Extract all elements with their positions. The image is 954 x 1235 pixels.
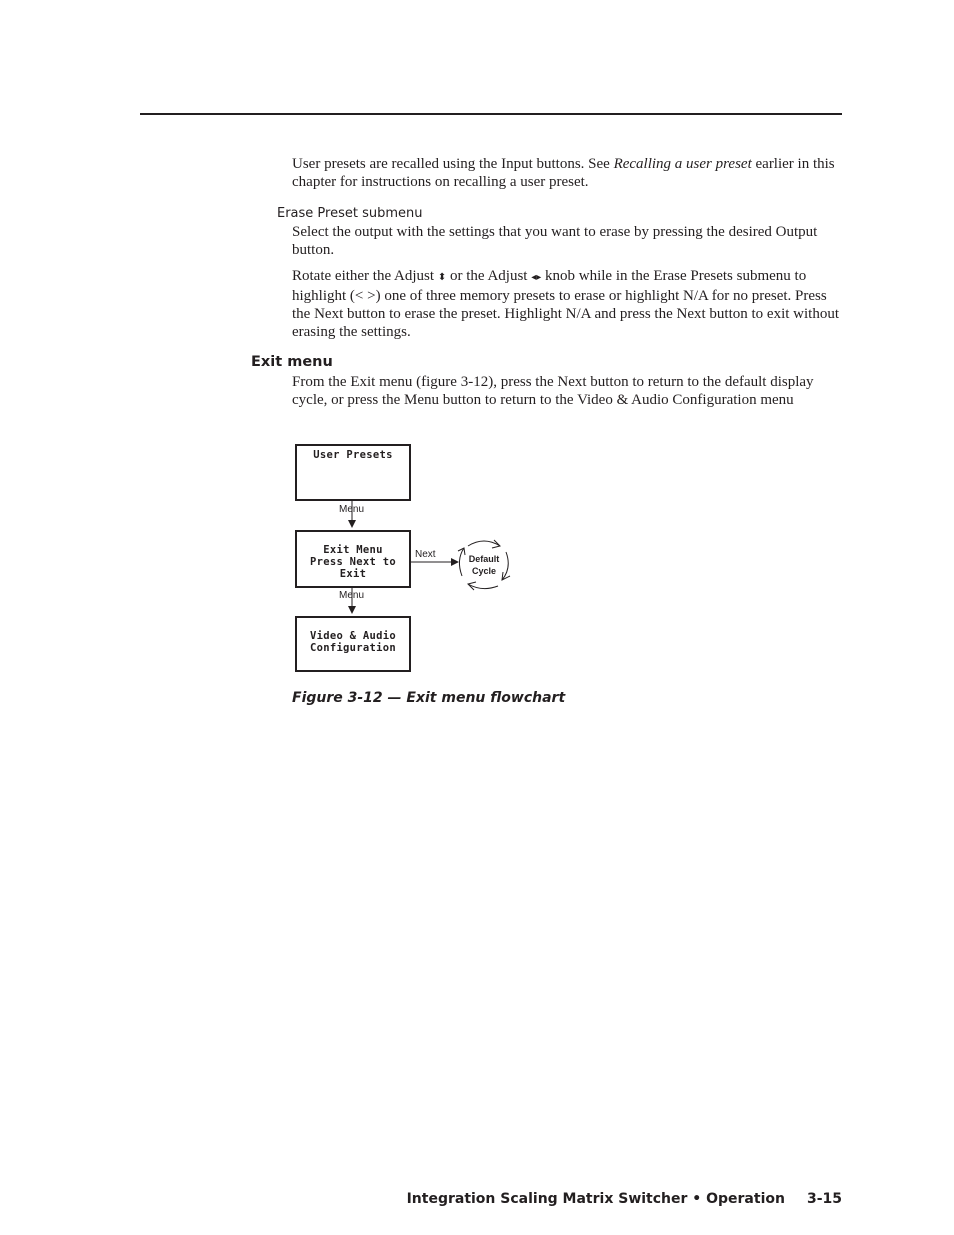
video-audio-config-box: Video & Audio Configuration — [295, 616, 411, 672]
default-cycle-label: Default Cycle — [468, 554, 500, 576]
page-number: 3-15 — [806, 1191, 842, 1207]
exit-menu-paragraph: From the Exit menu (figure 3-12), press the Next button to return to the default display cycle, or press the Menu button to return to the Video & Audio Configuration menu — [292, 374, 814, 408]
horizontal-adjust-icon: ◂▸ — [531, 272, 542, 283]
erase-preset-paragraph-2: Rotate either the Adjust ⬍ or the Adjust ◂▸ knob while in the Erase Presets submenu to highlight (< >) one of three memory presets to erase or highlight N/A for no preset. Press the Next button to erase the preset. Highlight N/A and press the Next button to exit without erasing the settings. — [292, 268, 839, 340]
intro-paragraph: User presets are recalled using the Input buttons. See Recalling a user preset earlier in this chapter for instructions on recalling a user preset. — [292, 156, 835, 190]
exit-menu-heading: Exit menu — [251, 354, 333, 370]
menu-label-2: Menu — [339, 590, 365, 601]
recalling-user-preset-reference: Recalling a user preset — [613, 156, 752, 172]
footer-title: Integration Scaling Matrix Switcher • Operation — [406, 1191, 785, 1207]
vertical-adjust-icon: ⬍ — [437, 272, 447, 283]
menu-label-1: Menu — [339, 504, 365, 515]
exit-menu-box: Exit Menu Press Next to Exit — [295, 530, 411, 588]
figure-caption: Figure 3-12 — Exit menu flowchart — [292, 690, 566, 706]
erase-preset-paragraph-1: Select the output with the settings that you want to erase by pressing the desired Output button. — [292, 224, 818, 258]
next-label: Next — [415, 549, 436, 560]
erase-preset-heading: Erase Preset submenu — [277, 206, 423, 221]
page-footer — [407, 1191, 842, 1207]
user-presets-box: User Presets — [295, 444, 411, 501]
